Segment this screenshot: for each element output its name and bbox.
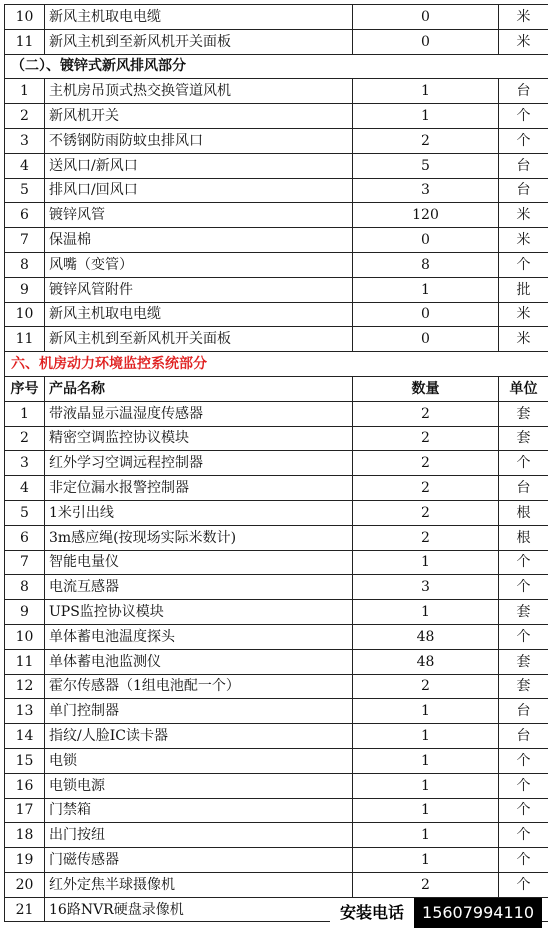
- product-name: 新风机开关: [45, 104, 353, 129]
- quantity: 1: [353, 79, 499, 104]
- unit: 套: [499, 401, 548, 426]
- product-name: 红外定焦半球摄像机: [45, 872, 353, 897]
- row-number: 11: [5, 327, 45, 352]
- row-number: 7: [5, 228, 45, 253]
- row-number: 4: [5, 153, 45, 178]
- quantity: 1: [353, 550, 499, 575]
- table-row: [5, 823, 548, 848]
- table-row: [5, 277, 548, 302]
- table-row: [5, 525, 548, 550]
- unit: 个: [499, 823, 548, 848]
- product-name: 送风口/新风口: [45, 153, 353, 178]
- table-row: [5, 252, 548, 277]
- product-name: 非定位漏水报警控制器: [45, 476, 353, 501]
- row-number: 14: [5, 724, 45, 749]
- unit: 米: [499, 327, 548, 352]
- unit: 个: [499, 252, 548, 277]
- table-row: [5, 748, 548, 773]
- row-number: 8: [5, 252, 45, 277]
- product-name: 保温棉: [45, 228, 353, 253]
- row-number: 4: [5, 476, 45, 501]
- product-name: 带液晶显示温湿度传感器: [45, 401, 353, 426]
- row-number: 19: [5, 848, 45, 873]
- header-name: 产品名称: [45, 376, 353, 401]
- table-row: [5, 649, 548, 674]
- table-row: [5, 203, 548, 228]
- product-name: 门磁传感器: [45, 848, 353, 873]
- product-name: 单体蓄电池温度探头: [45, 624, 353, 649]
- unit: 台: [499, 476, 548, 501]
- quantity: 0: [353, 5, 499, 30]
- unit: 个: [499, 748, 548, 773]
- section-heading-row: [5, 352, 548, 377]
- row-number: 11: [5, 649, 45, 674]
- quantity: 0: [353, 302, 499, 327]
- table-row: [5, 104, 548, 129]
- unit: 米: [499, 29, 548, 54]
- unit: 台: [499, 79, 548, 104]
- quantity: 8: [353, 252, 499, 277]
- unit: 个: [499, 575, 548, 600]
- quantity: 1: [353, 773, 499, 798]
- unit: 台: [499, 178, 548, 203]
- quantity: 3: [353, 178, 499, 203]
- product-name: 3m感应绳(按现场实际米数计): [45, 525, 353, 550]
- quantity: 0: [353, 327, 499, 352]
- table-row: [5, 401, 548, 426]
- table-row: [5, 476, 548, 501]
- product-name: 指纹/人脸IC读卡器: [45, 724, 353, 749]
- product-name: 镀锌风管附件: [45, 277, 353, 302]
- quantity: 2: [353, 401, 499, 426]
- quantity: 120: [353, 203, 499, 228]
- unit: 米: [499, 302, 548, 327]
- row-number: 17: [5, 798, 45, 823]
- watermark-label: 安装电话: [330, 898, 414, 928]
- product-name: UPS监控协议模块: [45, 600, 353, 625]
- product-name: 智能电量仪: [45, 550, 353, 575]
- quantity: 1: [353, 699, 499, 724]
- section-title: （二）、镀锌式新风排风部分: [5, 54, 548, 79]
- row-number: 10: [5, 302, 45, 327]
- quantity: 1: [353, 600, 499, 625]
- unit: 批: [499, 277, 548, 302]
- row-number: 3: [5, 451, 45, 476]
- table-row: [5, 575, 548, 600]
- product-name: 镀锌风管: [45, 203, 353, 228]
- product-name: 不锈钢防雨防蚊虫排风口: [45, 128, 353, 153]
- row-number: 1: [5, 401, 45, 426]
- quantity: 0: [353, 29, 499, 54]
- quantity: 1: [353, 724, 499, 749]
- row-number: 2: [5, 426, 45, 451]
- quantity: 1: [353, 277, 499, 302]
- product-name: 单门控制器: [45, 699, 353, 724]
- unit: 套: [499, 426, 548, 451]
- quantity: 1: [353, 798, 499, 823]
- unit: 个: [499, 451, 548, 476]
- unit: 个: [499, 104, 548, 129]
- table-row: [5, 178, 548, 203]
- row-number: 9: [5, 600, 45, 625]
- unit: 套: [499, 674, 548, 699]
- section-heading-row: [5, 54, 548, 79]
- table-row: [5, 128, 548, 153]
- row-number: 5: [5, 500, 45, 525]
- row-number: 10: [5, 624, 45, 649]
- product-name: 电锁电源: [45, 773, 353, 798]
- quantity: 2: [353, 872, 499, 897]
- row-number: 11: [5, 29, 45, 54]
- product-name: 红外学习空调远程控制器: [45, 451, 353, 476]
- quantity: 1: [353, 823, 499, 848]
- product-name: 门禁箱: [45, 798, 353, 823]
- quantity: 1: [353, 748, 499, 773]
- product-name: 新风主机到至新风机开关面板: [45, 327, 353, 352]
- table-row: [5, 500, 548, 525]
- unit: 个: [499, 798, 548, 823]
- row-number: 1: [5, 79, 45, 104]
- table-row: [5, 848, 548, 873]
- unit: 根: [499, 525, 548, 550]
- table-row: [5, 773, 548, 798]
- header-unit: 单位: [499, 376, 548, 401]
- table-row: [5, 872, 548, 897]
- quantity: 2: [353, 426, 499, 451]
- table-row: [5, 600, 548, 625]
- row-number: 18: [5, 823, 45, 848]
- unit: 个: [499, 624, 548, 649]
- quantity: 48: [353, 649, 499, 674]
- quantity: 1: [353, 104, 499, 129]
- unit: 米: [499, 228, 548, 253]
- quantity: 2: [353, 128, 499, 153]
- product-name: 出门按纽: [45, 823, 353, 848]
- quantity: 2: [353, 476, 499, 501]
- table-row: [5, 426, 548, 451]
- product-name: 单体蓄电池监测仪: [45, 649, 353, 674]
- unit: 个: [499, 128, 548, 153]
- quantity: 2: [353, 525, 499, 550]
- equipment-list-table: [4, 4, 548, 922]
- row-number: 2: [5, 104, 45, 129]
- row-number: 5: [5, 178, 45, 203]
- quantity: 5: [353, 153, 499, 178]
- table-row: [5, 451, 548, 476]
- row-number: 16: [5, 773, 45, 798]
- unit: 个: [499, 773, 548, 798]
- row-number: 9: [5, 277, 45, 302]
- product-name: 排风口/回风口: [45, 178, 353, 203]
- row-number: 21: [5, 897, 45, 922]
- table-row: [5, 228, 548, 253]
- row-number: 8: [5, 575, 45, 600]
- row-number: 7: [5, 550, 45, 575]
- table-row: [5, 798, 548, 823]
- unit: 个: [499, 872, 548, 897]
- row-number: 6: [5, 203, 45, 228]
- unit: 台: [499, 699, 548, 724]
- table-row: [5, 699, 548, 724]
- watermark-phone: 15607994110: [414, 898, 542, 928]
- product-name: 主机房吊顶式热交换管道风机: [45, 79, 353, 104]
- unit: 米: [499, 5, 548, 30]
- table-header-row: [5, 376, 548, 401]
- table-row: [5, 5, 548, 30]
- row-number: 20: [5, 872, 45, 897]
- header-qty: 数量: [353, 376, 499, 401]
- table-row: [5, 153, 548, 178]
- section-title: 六、机房动力环境监控系统部分: [5, 352, 548, 377]
- table-row: [5, 327, 548, 352]
- table-row: [5, 674, 548, 699]
- quantity: 2: [353, 674, 499, 699]
- table-row: [5, 302, 548, 327]
- table-row: [5, 624, 548, 649]
- unit: 根: [499, 500, 548, 525]
- row-number: 3: [5, 128, 45, 153]
- product-name: 霍尔传感器（1组电池配一个）: [45, 674, 353, 699]
- product-name: 16路NVR硬盘录像机: [45, 897, 353, 922]
- table-row: [5, 550, 548, 575]
- product-name: 1米引出线: [45, 500, 353, 525]
- unit: 台: [499, 724, 548, 749]
- unit: 套: [499, 649, 548, 674]
- row-number: 12: [5, 674, 45, 699]
- unit: 米: [499, 203, 548, 228]
- table-row: [5, 79, 548, 104]
- row-number: 15: [5, 748, 45, 773]
- unit: 台: [499, 153, 548, 178]
- product-name: 新风主机到至新风机开关面板: [45, 29, 353, 54]
- table-row: [5, 724, 548, 749]
- product-name: 电锁: [45, 748, 353, 773]
- unit: 个: [499, 550, 548, 575]
- quantity: 48: [353, 624, 499, 649]
- quantity: 3: [353, 575, 499, 600]
- row-number: 6: [5, 525, 45, 550]
- quantity: 1: [353, 848, 499, 873]
- quantity: 2: [353, 500, 499, 525]
- product-name: 新风主机取电电缆: [45, 5, 353, 30]
- row-number: 13: [5, 699, 45, 724]
- quantity: 0: [353, 228, 499, 253]
- product-name: 风嘴（变管）: [45, 252, 353, 277]
- product-name: 精密空调监控协议模块: [45, 426, 353, 451]
- product-name: 电流互感器: [45, 575, 353, 600]
- unit: 个: [499, 848, 548, 873]
- install-phone-watermark: [330, 898, 542, 928]
- unit: 套: [499, 600, 548, 625]
- table-row: [5, 29, 548, 54]
- row-number: 10: [5, 5, 45, 30]
- quantity: 2: [353, 451, 499, 476]
- header-no: 序号: [5, 376, 45, 401]
- product-name: 新风主机取电电缆: [45, 302, 353, 327]
